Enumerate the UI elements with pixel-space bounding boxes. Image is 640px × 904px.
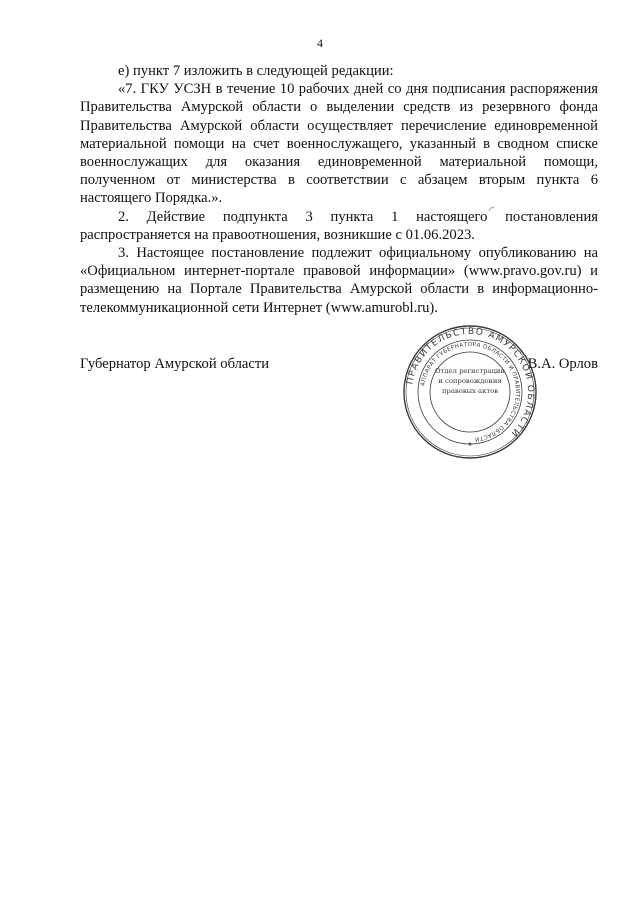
- paragraph-amendment-intro: е) пункт 7 изложить в следующей редакции:: [118, 63, 394, 79]
- official-seal-stamp: [402, 324, 538, 460]
- scan-artifact-mark: [488, 205, 496, 213]
- signatory-name: В.А. Орлов: [527, 356, 598, 372]
- svg-text:★: ★: [467, 441, 473, 448]
- document-body: [80, 62, 598, 317]
- seal-inner-lettering: Отдел регистрации и сопровождения правовых актов: [435, 367, 505, 395]
- signatory-title: Губернатор Амурской области: [80, 356, 270, 372]
- paragraph-effective-date: 2. Действие подпункта 3 пункта 1 настоящего постановления распространяется на правоотношения, возникшие с 01.06.2023.: [80, 208, 598, 243]
- paragraph-publication: 3. Настоящее постановление подлежит официальному опубликованию на «Официальном интернет-портале правовой информации» (www.pravo.gov.ru) и размещению на Портале Правительства Амурской области в информационно-телекоммуникационной сети Интернет (www.amurobl.ru).: [80, 245, 598, 316]
- page-number: 4: [317, 36, 323, 50]
- paragraph-item-7: «7. ГКУ УСЗН в течение 10 рабочих дней со дня подписания распоряжения Правительства Амурской области о выделении средств из резервного фонда Правительства Амурской области осуществляет перечисление единовременной материальной помощи на счет военнослужащего, указанный в сводном списке военнослужащих для оказания единовременной материальной помощи, полученном от министерства в соответствии с абзацем вторым пункта 6 настоящего Порядка.».: [80, 81, 598, 207]
- seal-middle-lettering: АППАРАТ ГУБЕРНАТОРА ОБЛАСТИ И ПРАВИТЕЛЬСТВА ОБЛАСТИ: [420, 341, 521, 442]
- seal-outer-lettering: ПРАВИТЕЛЬСТВО АМУРСКОЙ ОБЛАСТИ: [405, 326, 536, 439]
